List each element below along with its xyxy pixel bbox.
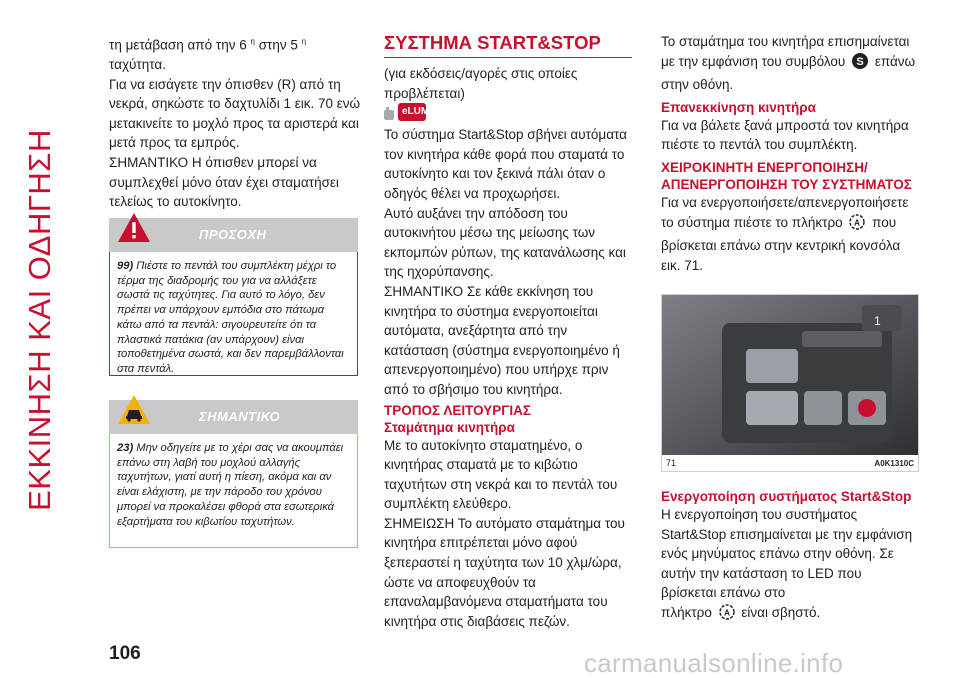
- paragraph-efficiency: Αυτό αυξάνει την απόδοση του αυτοκινήτου μέσω της μείωσης των εκπομπών ρύπων, της κατανάλωσης και της ηχορύπανσης.: [384, 205, 626, 280]
- paragraph-important-activation: ΣΗΜΑΝΤΙΚΟ Σε κάθε εκκίνηση του κινητήρα το σύστημα ενεργοποιείται αυτόματα, ανεξάρτητα από την κατάσταση (σύστημα ενεργοποιημένο ή απενεργοποιημένο) που υπήρχε πριν από το σβήσιμο του κινητήρα.: [384, 283, 620, 397]
- page-number: 106: [109, 643, 141, 664]
- warning-triangle-icon: [117, 212, 151, 249]
- svg-text:A: A: [723, 608, 730, 618]
- important-header: [109, 400, 358, 434]
- chapter-side-title: ΕΚΚΙΝΗΣΗ ΚΑΙ ΟΔΗΓΗΣΗ: [22, 129, 57, 511]
- paragraph-restart: Για να βάλετε ξανά μπροστά τον κινητήρα πιέστε το πεντάλ του συμπλέκτη.: [661, 117, 909, 153]
- column-3: [661, 32, 919, 294]
- paragraph-system-activation: Η ενεργοποίηση του συστήματος Start&Stop επισημαίνεται με την εμφάνιση ενός μηνύματος επάνω στην οθόνη. Σε αυτήν την κατάσταση το LED που βρίσκεται επάνω στο: [661, 507, 913, 601]
- console-photo: [662, 295, 918, 455]
- column-2: [384, 32, 632, 631]
- warning-header: [109, 218, 358, 252]
- car-warning-icon: [117, 394, 151, 431]
- start-stop-button-icon: [848, 213, 866, 237]
- paragraph-stop-indicator: Το σταμάτημα του κινητήρα επισημαίνεται με την εμφάνιση του συμβόλου S επάνω στην οθόνη.: [661, 34, 916, 93]
- warning-title: ΠΡΟΣΟΧΗ: [199, 227, 267, 242]
- svg-text:S: S: [856, 55, 864, 68]
- svg-text:A: A: [854, 218, 861, 228]
- important-box: [109, 400, 358, 548]
- heading-engine-stop: Σταμάτημα κινητήρα: [384, 419, 515, 435]
- figure-code: A0K1310C: [874, 459, 914, 468]
- paragraph-reverse: Για να εισάγετε την όπισθεν (R) από τη νεκρά, σηκώστε το δαχτυλίδι 1 εικ. 70 ενώ μετακινείτε το μοχλό προς τα αριστερά και μετά προς τα εμπρός.: [109, 76, 361, 151]
- important-title: ΣΗΜΑΝΤΙΚΟ: [199, 409, 281, 424]
- paragraph-engine-stop: Με το αυτοκίνητο σταματημένο, ο κινητήρας σταματά με το κιβώτιο ταχυτήτων στη νεκρά και το πεντάλ του συμπλέκτη ελεύθερο.: [384, 437, 618, 512]
- warning-box: [109, 218, 358, 376]
- section-heading-start-stop: ΣΥΣΤΗΜΑ START&STOP: [384, 32, 632, 58]
- paragraph-description: Το σύστημα Start&Stop σβήνει αυτόματα τον κινητήρα κάθε φορά που σταματά το αυτοκίνητο και τον ξεκινά πάλι όταν ο οδηγός θέλει να προχωρήσει.: [384, 127, 627, 201]
- heading-operation: ΤΡΟΠΟΣ ΛΕΙΤΟΥΡΓΙΑΣ: [384, 402, 531, 418]
- paragraph-note-speed: ΣΗΜΕΙΩΣΗ Το αυτόματο σταμάτημα του κινητήρα επιτρέπεται μόνο αφού ξεπεραστεί η ταχύτητα των 10 χλμ/ώρα, ώστε να αποφευχθούν τα επαναλαμβανόμενα σταματήματα του κινητήρα στις διαβάσεις πεζών.: [384, 515, 625, 629]
- paragraph-important-reverse: ΣΗΜΑΝΤΙΚΟ Η όπισθεν μπορεί να συμπλεχθεί μόνο όταν έχει σταματήσει τελείως το αυτοκίνητο.: [109, 155, 339, 210]
- column-1: [109, 32, 361, 212]
- heading-system-activation: Ενεργοποίηση συστήματος Start&Stop: [661, 489, 912, 504]
- elum-badge: eLUM: [384, 103, 632, 125]
- heading-manual-activation: ΧΕΙΡΟΚΙΝΗΤΗ ΕΝΕΡΓΟΠΟΙΗΣΗ/ΑΠΕΝΕΡΓΟΠΟΙΗΣΗ ΤΟΥ ΣΥΣΤΗΜΑΤΟΣ: [661, 159, 912, 192]
- watermark: carmanualsonline.info: [584, 648, 844, 678]
- column-3-lower: [661, 488, 919, 627]
- warning-body: 99) Πιέστε το πεντάλ του συμπλέκτη μέχρι το τέρμα της διαδρομής του για να αλλάξετε σωστά τις ταχύτητες. Για αυτό το λόγο, δεν πρέπει να υπάρχουν εμπόδια στο πάτωμα κάτω από τα πεντάλ: σιγουρευτείτε ότι τα πλαστικά πατάκια (αν υπάρχουν) είναι τοποθετημένα σωστά, και δεν παρεμβάλλονται στα πεντάλ.: [109, 252, 358, 376]
- paragraph-gear-shift: τη μετάβαση από την 6 $^\eta$ στην 5 $^\eta$ ταχύτητα.: [109, 37, 307, 73]
- important-body: 23) Μην οδηγείτε με το χέρι σας να ακουμπάει επάνω στη λαβή του μοχλού αλλαγής ταχυτήτων, γιατί αυτή η πίεση, ακόμα και αν είναι ελάχιστη, με την πάροδο του χρόνου μπορεί να προκαλέσει φθορά στα εσωτερικά εξαρτήματα του κιβωτίου ταχυτήτων.: [109, 434, 358, 548]
- start-stop-button-icon-2: [718, 603, 736, 627]
- figure-71-console: [661, 294, 919, 472]
- heading-restart: Επανεκκίνηση κινητήρα: [661, 99, 816, 115]
- start-stop-symbol-icon: [851, 52, 869, 76]
- paragraph-led: πλήκτρο A είναι σβηστό.: [661, 603, 919, 627]
- figure-number: 71: [666, 458, 677, 468]
- paragraph-versions: (για εκδόσεις/αγορές στις οποίες προβλέπεται): [384, 66, 578, 101]
- svg-text:1: 1: [874, 314, 881, 328]
- paragraph-manual-activation: Για να ενεργοποιήσετε/απενεργοποιήσετε το σύστημα πιέστε το πλήκτρο A που βρίσκεται επάνω στην κεντρική κονσόλα εικ. 71.: [661, 194, 909, 273]
